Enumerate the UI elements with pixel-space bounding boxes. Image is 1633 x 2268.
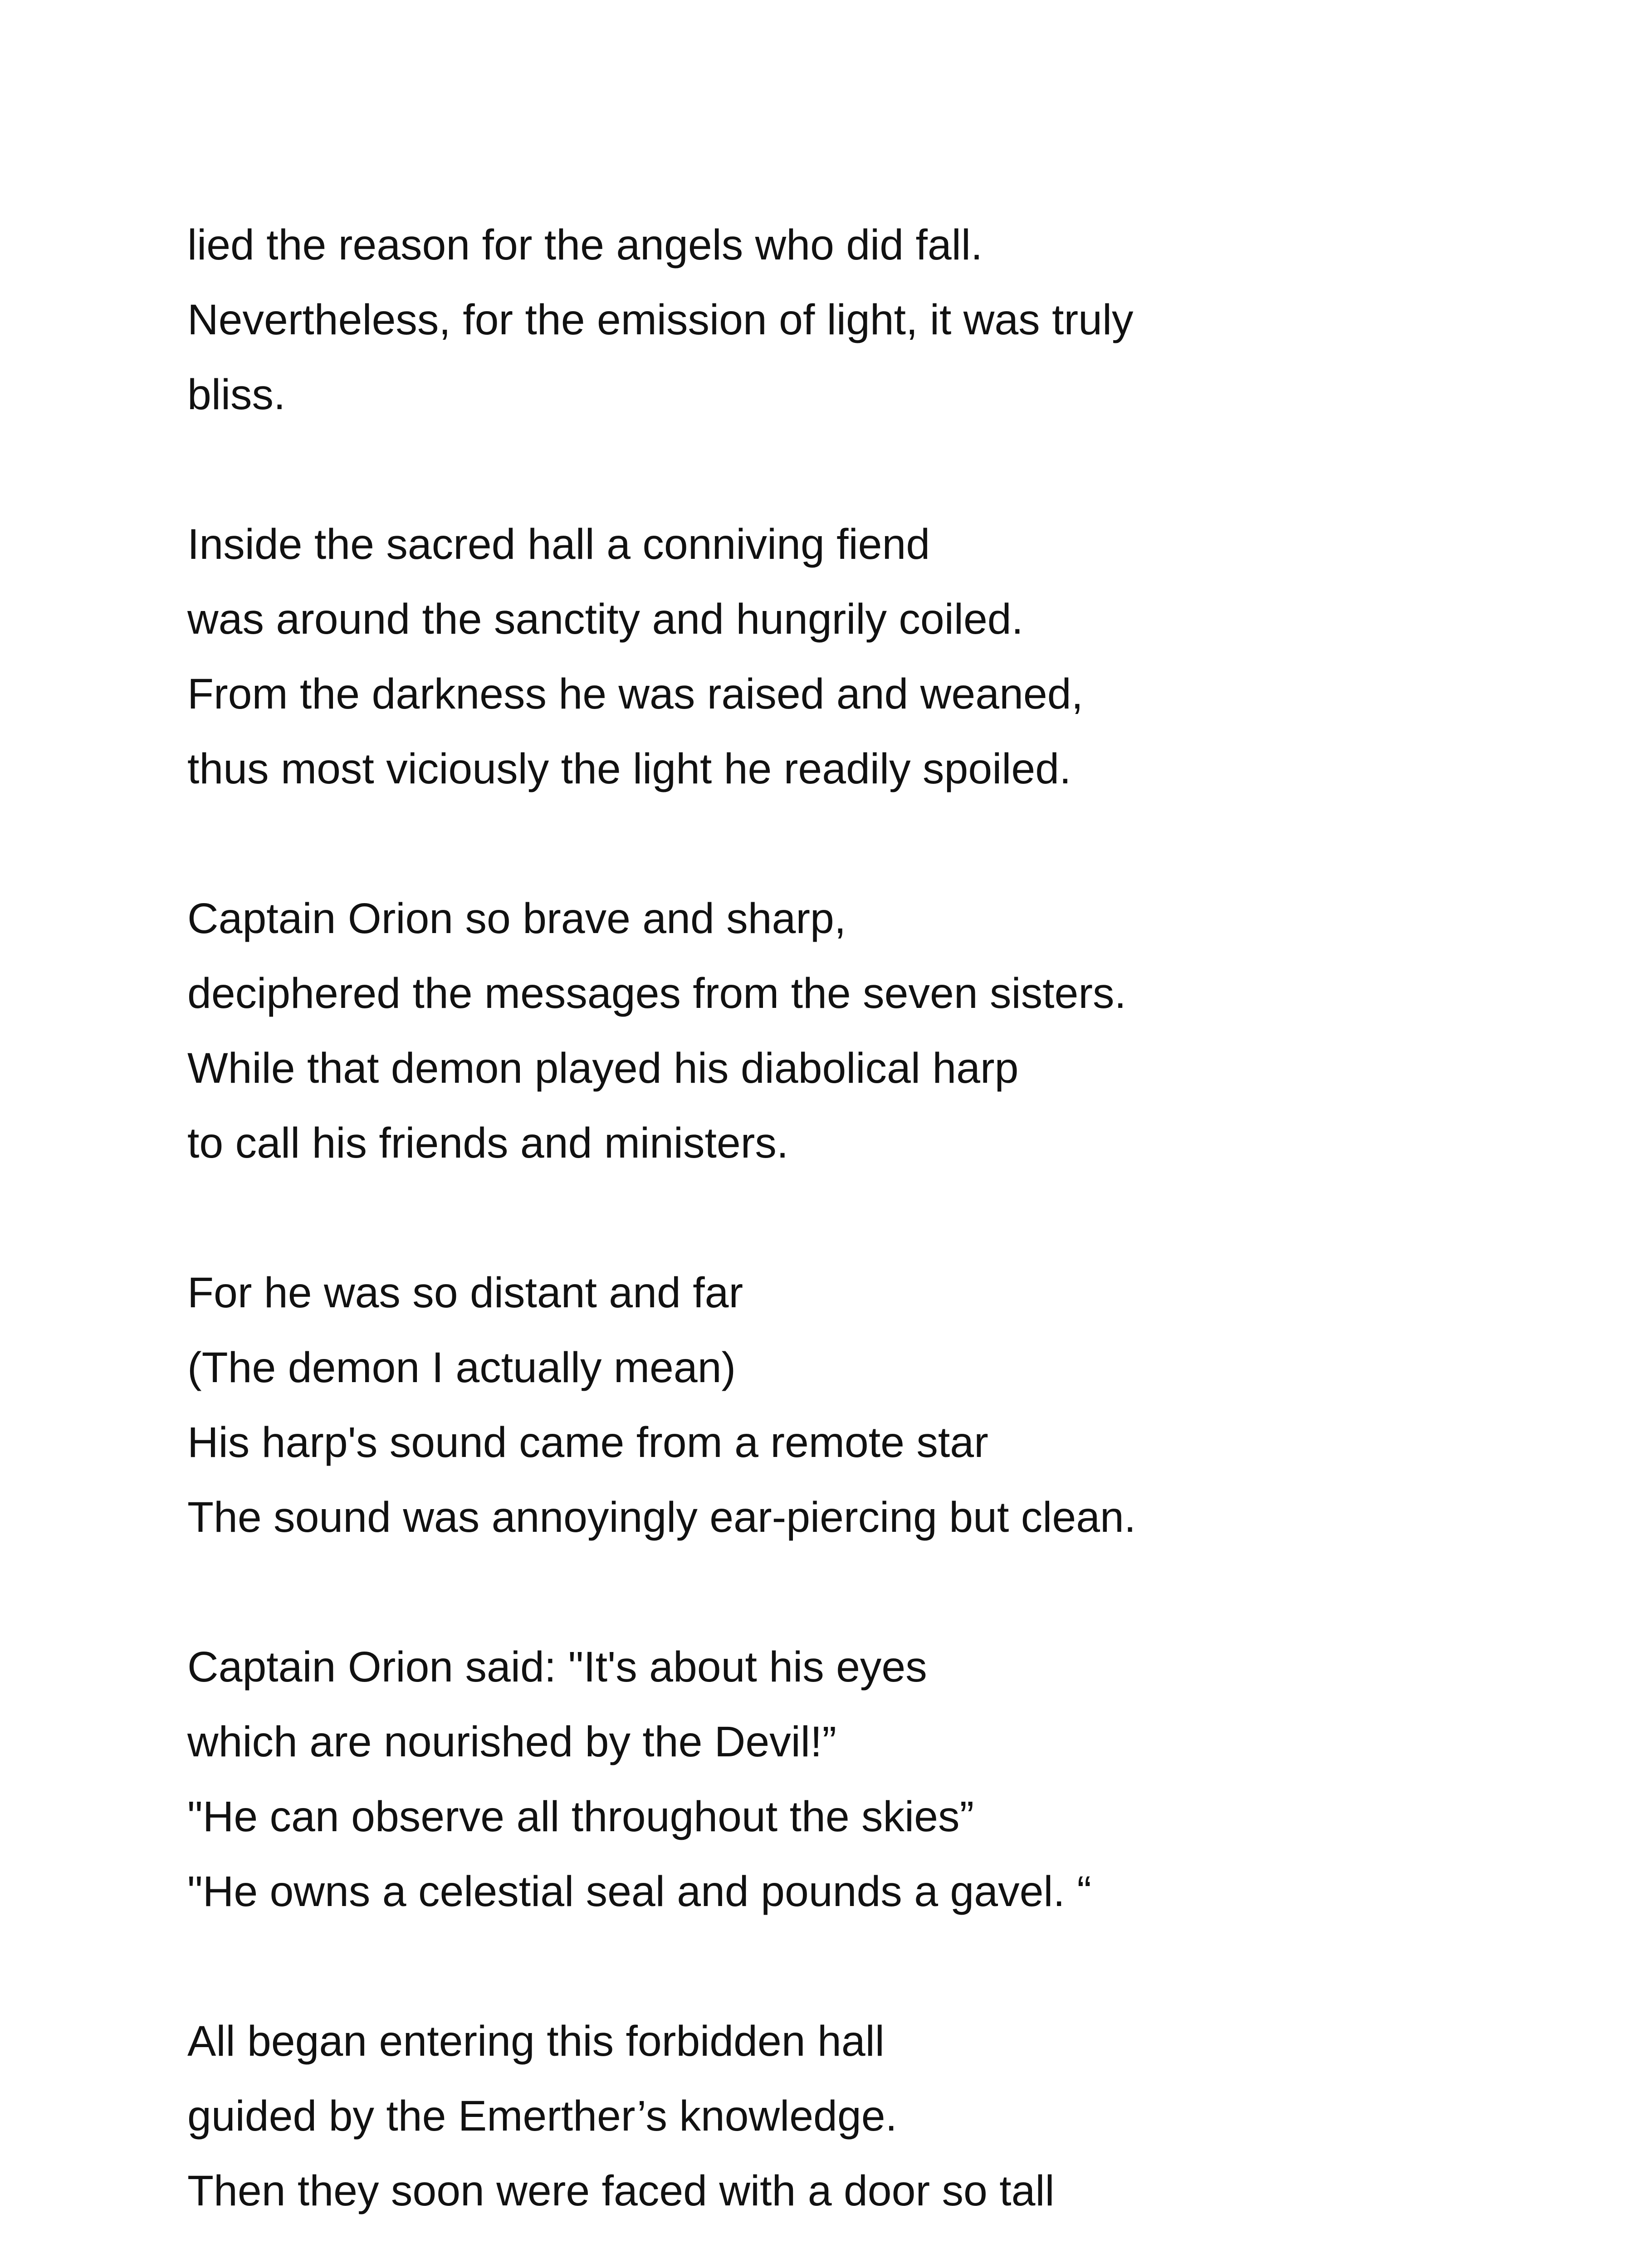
- poem-line: For he was so distant and far: [187, 1269, 743, 1317]
- stanza-4: [187, 1256, 1548, 1555]
- poem-line: was around the sanctity and hungrily coiled.: [187, 595, 1024, 643]
- poem-line: guided by the Emerther’s knowledge.: [187, 2092, 897, 2140]
- poem-line: Captain Orion said: "It's about his eyes: [187, 1643, 927, 1691]
- poem-line: Then they soon were faced with a door so tall: [187, 2167, 1055, 2215]
- poem-line: (The demon I actually mean): [187, 1344, 736, 1392]
- poem-line: which are nourished by the Devil!”: [187, 1718, 836, 1766]
- poem-line: From the darkness he was raised and weaned,: [187, 670, 1083, 718]
- stanza-6: [187, 2004, 1548, 2229]
- poem-line: thus most viciously the light he readily spoiled.: [187, 745, 1071, 793]
- poem-line: All began entering this forbidden hall: [187, 2017, 885, 2065]
- poem-line: "He owns a celestial seal and pounds a gavel. “: [187, 1867, 1091, 1916]
- poem-line: bliss.: [187, 371, 286, 419]
- poem-line: to call his friends and ministers.: [187, 1119, 789, 1167]
- poem-line: lied the reason for the angels who did fall.: [187, 221, 983, 269]
- stanza-2: [187, 507, 1548, 807]
- poem-body: [187, 208, 1548, 2229]
- stanza-5: [187, 1630, 1548, 1929]
- poem-line: Inside the sacred hall a conniving fiend: [187, 520, 930, 568]
- stanza-1: [187, 208, 1548, 432]
- poem-line: While that demon played his diabolical harp: [187, 1044, 1019, 1092]
- poem-line: deciphered the messages from the seven sisters.: [187, 969, 1126, 1017]
- poem-line: His harp's sound came from a remote star: [187, 1418, 988, 1466]
- poem-line: Captain Orion so brave and sharp,: [187, 894, 846, 943]
- poem-line: The sound was annoyingly ear-piercing but clean.: [187, 1493, 1136, 1541]
- stanza-3: [187, 881, 1548, 1181]
- poem-line: "He can observe all throughout the skies”: [187, 1793, 974, 1841]
- poem-line: Nevertheless, for the emission of light, it was truly: [187, 296, 1134, 344]
